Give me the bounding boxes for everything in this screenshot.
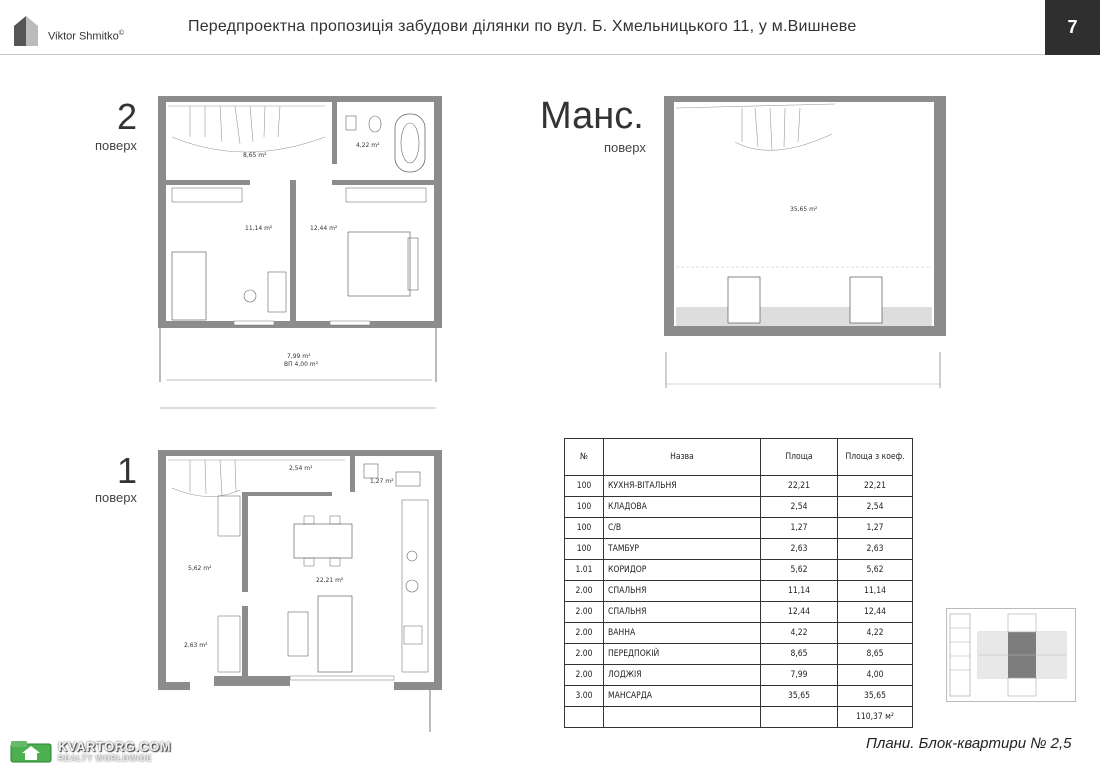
table-row [565,560,913,581]
table-cell: 2,54 [838,497,913,518]
table-cell: 2.00 [565,623,604,644]
table-cell: 2,63 [761,539,838,560]
table-header-row [565,439,913,476]
table-total-value: 110,37 м² [838,707,913,728]
table-cell: 2.00 [565,644,604,665]
table-cell: 100 [565,497,604,518]
floor-2-number: 2 [117,96,138,137]
table-cell [604,707,761,728]
table-cell: 22,21 [761,476,838,497]
watermark-main: KVARTORG.COM [58,739,172,754]
room-area-loggia-coef: ВП 4,00 m² [284,361,319,368]
table-cell: 12,44 [838,602,913,623]
room-area-kitchen: 22,21 m² [316,577,344,584]
room-area-bath: 4,22 m² [356,142,380,149]
col-header-name: Назва [604,439,761,476]
table-cell: 2,54 [761,497,838,518]
table-cell: 100 [565,539,604,560]
house-logo-icon [12,14,44,48]
table-cell: 8,65 [761,644,838,665]
brand-name: Viktor Shmitko© [48,30,124,43]
floor-1-number: 1 [117,450,138,491]
rooms-table [564,438,913,728]
table-cell: 12,44 [761,602,838,623]
floor-1-plan [150,446,450,736]
room-area-corridor: 5,62 m² [188,565,212,572]
brand-logo [12,14,44,52]
table-cell: 5,62 [838,560,913,581]
watermark [10,738,171,764]
table-cell: ВАННА [604,623,761,644]
table-cell: 11,14 [838,581,913,602]
table-cell: 100 [565,518,604,539]
table-cell: 2.00 [565,581,604,602]
table-cell: ЛОДЖІЯ [604,665,761,686]
table-cell: 2.00 [565,665,604,686]
attic-label: поверх [604,140,646,155]
table-cell: 22,21 [838,476,913,497]
floor-2-label: поверх [95,138,137,153]
table-cell: 8,65 [838,644,913,665]
table-cell: КЛАДОВА [604,497,761,518]
room-area-bedroom-2: 12,44 m² [310,225,338,232]
table-cell: 2.00 [565,602,604,623]
table-row [565,686,913,707]
table-cell: 5,62 [761,560,838,581]
room-area-loggia: 7,99 m² [287,353,311,360]
col-header-number: № [565,439,604,476]
table-cell: 35,65 [761,686,838,707]
table-cell: ТАМБУР [604,539,761,560]
floor-1-label: поверх [95,490,137,505]
table-row [565,581,913,602]
room-area-hall: 8,65 m² [243,152,267,159]
rooms-table-wrap [564,438,913,728]
attic-number: Манс. [540,95,644,137]
table-cell: 100 [565,476,604,497]
room-area-wc: 1,27 m² [370,478,394,485]
table-cell: СПАЛЬНЯ [604,581,761,602]
table-cell [761,707,838,728]
watermark-sub: REALTY WORLDWIDE [58,754,153,763]
table-cell: ПЕРЕДПОКІЙ [604,644,761,665]
table-row [565,476,913,497]
page-title: Передпроектна пропозиція забудови ділянки по вул. Б. Хмельницького 11, у м.Вишневе [188,18,857,35]
col-header-area-coef: Площа з коеф. [838,439,913,476]
room-area-storage: 2,54 m² [289,465,313,472]
table-cell: 4,00 [838,665,913,686]
table-cell: 35,65 [838,686,913,707]
room-area-tambour: 2,63 m² [184,642,208,649]
table-row [565,644,913,665]
block-location-scheme [946,608,1076,702]
room-area-attic: 35,65 m² [790,206,818,213]
table-cell: 3.00 [565,686,604,707]
plans-caption: Плани. Блок-квартири № 2,5 [866,735,1072,752]
table-cell: 2,63 [838,539,913,560]
table-cell: 4,22 [761,623,838,644]
table-cell: СПАЛЬНЯ [604,602,761,623]
table-cell: 1,27 [761,518,838,539]
table-cell [565,707,604,728]
table-cell: 1,27 [838,518,913,539]
attic-plan [660,92,950,392]
table-row [565,497,913,518]
table-row [565,518,913,539]
header-divider [0,54,1045,55]
table-row [565,602,913,623]
table-cell: МАНСАРДА [604,686,761,707]
table-cell: 7,99 [761,665,838,686]
table-cell: КОРИДОР [604,560,761,581]
table-row [565,665,913,686]
table-row [565,623,913,644]
col-header-area: Площа [761,439,838,476]
table-row [565,539,913,560]
table-cell: 4,22 [838,623,913,644]
table-cell: 11,14 [761,581,838,602]
page-number: 7 [1045,0,1100,55]
table-body [565,476,913,728]
folder-house-icon [10,738,54,764]
table-cell: КУХНЯ-ВІТАЛЬНЯ [604,476,761,497]
room-area-bedroom-1: 11,14 m² [245,225,273,232]
table-cell: 1.01 [565,560,604,581]
table-cell: С/В [604,518,761,539]
table-total-row [565,707,913,728]
